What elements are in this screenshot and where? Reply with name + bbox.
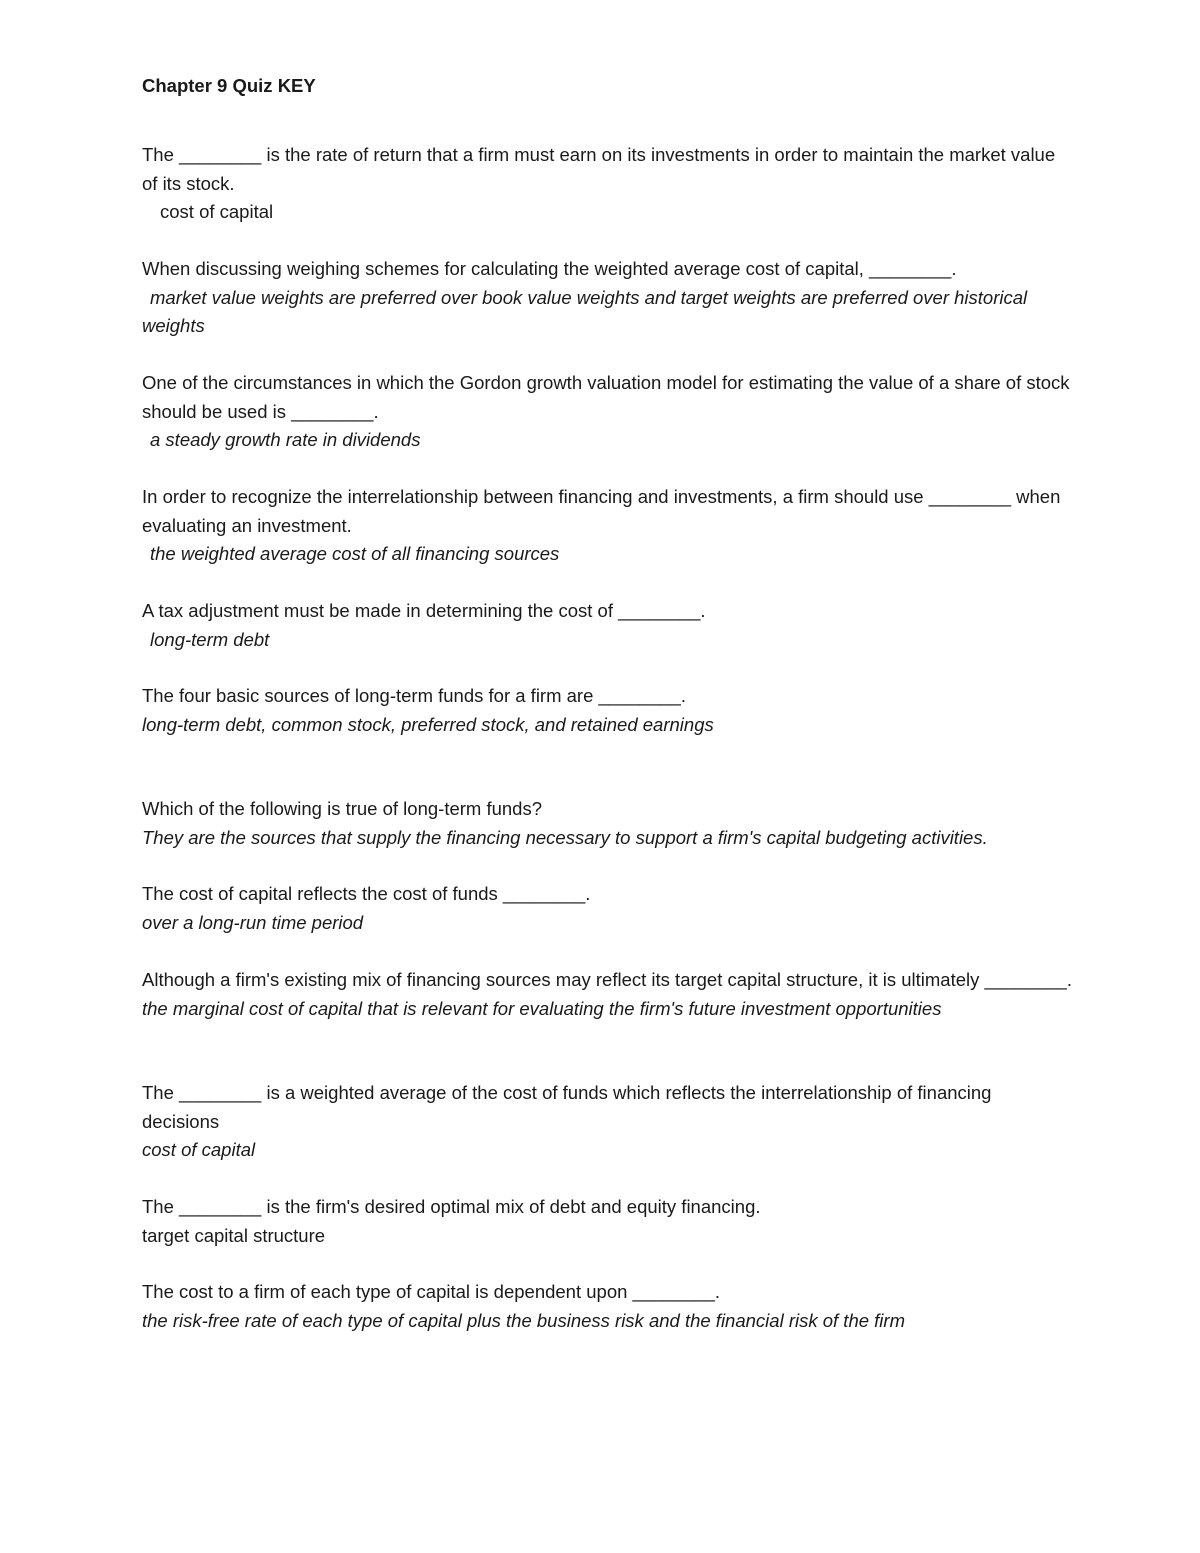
question-text: The four basic sources of long-term funds for a firm are ________. [142, 685, 686, 706]
quiz-item-1 [142, 141, 1072, 227]
answer-text: market value weights are preferred over book value weights and target weights are preferred over historical weights [142, 286, 1028, 336]
quiz-item-2 [142, 255, 1072, 341]
question-text: In order to recognize the interrelationship between financing and investments, a firm should use ________ when evaluating an investment. [142, 486, 1061, 536]
answer-text: the marginal cost of capital that is relevant for evaluating the firm's future investment opportunities [142, 997, 942, 1019]
quiz-item-10 [142, 1079, 1072, 1165]
question-text: The cost to a firm of each type of capital is dependent upon ________. [142, 1281, 720, 1302]
question-text: One of the circumstances in which the Gordon growth valuation model for estimating the value of a share of stock should be used is ________. [142, 372, 1070, 422]
question-text: The ________ is the rate of return that a firm must earn on its investments in order to maintain the market value of its stock. [142, 144, 1056, 194]
quiz-item-7 [142, 795, 1072, 852]
quiz-item-8 [142, 880, 1072, 937]
question-text: The ________ is a weighted average of the cost of funds which reflects the interrelationship of financing decisions [142, 1082, 992, 1132]
quiz-item-4 [142, 483, 1072, 569]
quiz-item-11 [142, 1193, 1072, 1250]
answer-text: the risk-free rate of each type of capital plus the business risk and the financial risk of the firm [142, 1309, 905, 1331]
answer-text: long-term debt, common stock, preferred stock, and retained earnings [142, 713, 714, 735]
answer-text: cost of capital [160, 201, 274, 222]
answer-text: long-term debt [150, 628, 270, 650]
answer-text: a steady growth rate in dividends [150, 429, 421, 450]
quiz-item-6 [142, 682, 1072, 739]
question-text: Although a firm's existing mix of financing sources may reflect its target capital structure, it is ultimately ________. [142, 969, 1072, 990]
quiz-item-9 [142, 966, 1072, 1023]
answer-text: target capital structure [142, 1224, 326, 1246]
question-text: The ________ is the firm's desired optimal mix of debt and equity financing. [142, 1196, 761, 1217]
quiz-item-3 [142, 369, 1072, 455]
answer-text: the weighted average cost of all financing sources [150, 543, 560, 564]
question-text: Which of the following is true of long-term funds? [142, 798, 542, 819]
question-text: When discussing weighing schemes for calculating the weighted average cost of capital, ________. [142, 258, 957, 279]
question-text: A tax adjustment must be made in determining the cost of ________. [142, 600, 706, 621]
answer-text: They are the sources that supply the financing necessary to support a firm's capital budgeting activities. [142, 826, 988, 848]
question-text: The cost of capital reflects the cost of funds ________. [142, 883, 591, 904]
answer-text: over a long-run time period [142, 911, 364, 933]
quiz-item-5 [142, 597, 1072, 654]
document-title: Chapter 9 Quiz KEY [142, 75, 316, 96]
quiz-item-12 [142, 1278, 1072, 1335]
answer-text: cost of capital [142, 1139, 256, 1160]
